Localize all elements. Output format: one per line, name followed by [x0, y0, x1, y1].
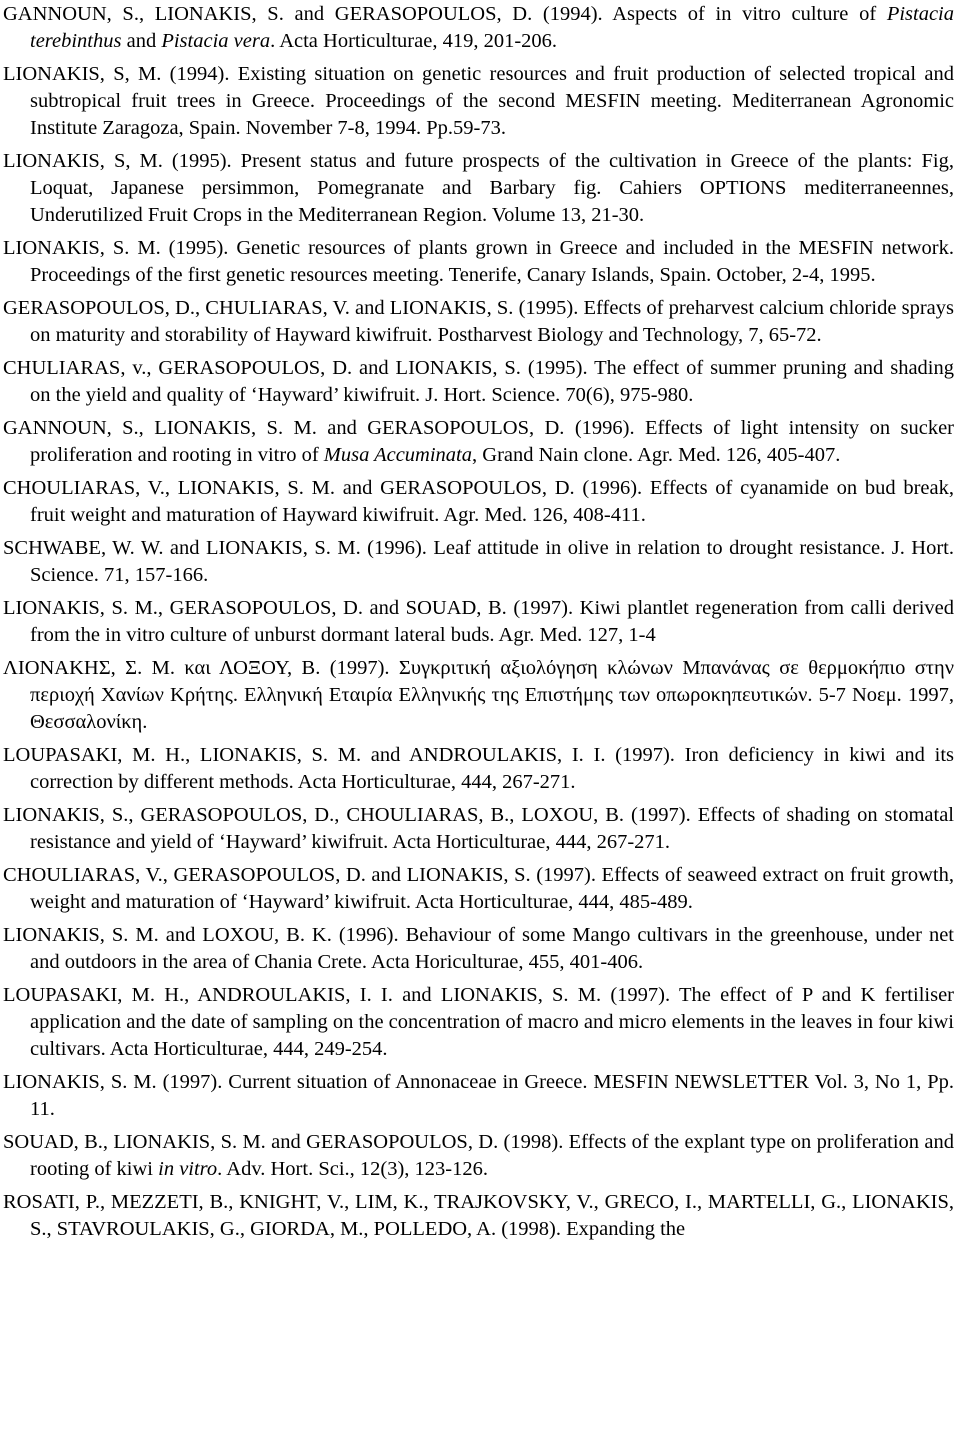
reference-text: ROSATI, P., MEZZETI, B., KNIGHT, V., LIM, K., TRAJKOVSKY, V., GRECO, I., MARTELLI, G., LIONAKIS, S., STAVROULAKIS, G., GIORDA, M., POLLEDO, A. (1998). Expanding the [3, 1191, 954, 1240]
reference-entry [3, 802, 954, 856]
reference-species-italic: Musa Accuminata [323, 444, 473, 466]
reference-entry [3, 922, 954, 976]
reference-text: LOUPASAKI, M. H., LIONAKIS, S. M. and ANDROULAKIS, I. I. (1997). Iron deficiency in kiwi and its correction by different methods. Acta Horticulturae, 444, 267-271. [3, 744, 954, 793]
reference-entry [3, 595, 954, 649]
reference-text: . Adv. Hort. Sci., 12(3), 123-126. [217, 1158, 489, 1180]
reference-entry [3, 415, 954, 469]
reference-entry [3, 982, 954, 1063]
reference-entry [3, 862, 954, 916]
reference-text: GANNOUN, S., LIONAKIS, S. M. and GERASOPOULOS, D. (1996). Effects of light intensity on sucker proliferation and rooting in vitro of [3, 417, 954, 466]
reference-text: , Grand Nain clone. Agr. Med. 126, 405-407. [472, 444, 841, 466]
reference-text: LOUPASAKI, M. H., ANDROULAKIS, I. I. and LIONAKIS, S. M. (1997). The effect of P and K fertiliser application and the date of sampling on the concentration of macro and micro elements in the leaves in four kiwi cultivars. Acta Horticulturae, 444, 249-254. [3, 984, 954, 1060]
reference-text: LIONAKIS, S, M. (1994). Existing situation on genetic resources and fruit production of selected tropical and subtropical fruit trees in Greece. Proceedings of the second MESFIN meeting. Mediterranean Agronomic Institute Zaragoza, Spain. November 7-8, 1994. Pp.59-73. [3, 63, 954, 139]
reference-text: SCHWABE, W. W. and LIONAKIS, S. M. (1996). Leaf attitude in olive in relation to drought resistance. J. Hort. Science. 71, 157-166. [3, 537, 954, 586]
reference-species-italic: in vitro [158, 1158, 218, 1180]
reference-entry [3, 1189, 954, 1243]
reference-text: GERASOPOULOS, D., CHULIARAS, V. and LIONAKIS, S. (1995). Effects of preharvest calcium chloride sprays on maturity and storability of Hayward kiwifruit. Postharvest Biology and Technology, 7, 65-72. [3, 297, 954, 346]
reference-text: LIONAKIS, S. M. and LOXOU, B. K. (1996). Behaviour of some Mango cultivars in the greenhouse, under net and outdoors in the area of Chania Crete. Acta Horiculturae, 455, 401-406. [3, 924, 954, 973]
reference-text: CHOULIARAS, V., GERASOPOULOS, D. and LIONAKIS, S. (1997). Effects of seaweed extract on fruit growth, weight and maturation of ‘Hayward’ kiwifruit. Acta Horticulturae, 444, 485-489. [3, 864, 954, 913]
reference-entry [3, 295, 954, 349]
reference-list [3, 1, 954, 1243]
reference-text: . Acta Horticulturae, 419, 201-206. [270, 30, 558, 52]
reference-text: CHULIARAS, v., GERASOPOULOS, D. and LIONAKIS, S. (1995). The effect of summer pruning and shading on the yield and quality of ‘Hayward’ kiwifruit. J. Hort. Science. 70(6), 975-980. [3, 357, 954, 406]
reference-text: LIONAKIS, S. M. (1997). Current situation of Annonaceae in Greece. MESFIN NEWSLETTER Vol. 3, No 1, Pp. 11. [3, 1071, 954, 1120]
reference-text: ΛΙΟΝΑΚΗΣ, Σ. Μ. και ΛΟΞΟΥ, Β. (1997). Συγκριτική αξιολόγηση κλώνων Μπανάνας σε θερμοκήπιο στην περιοχή Χανίων Κρήτης. Ελληνική Εταιρία Ελληνικής της Επιστήμης των οπωροκηπευτικών. 5-7 Νοεμ. 1997, Θεσσαλονίκη. [3, 657, 954, 733]
reference-text: and [121, 30, 162, 52]
reference-entry [3, 1129, 954, 1183]
reference-entry [3, 742, 954, 796]
reference-entry [3, 1069, 954, 1123]
reference-text: LIONAKIS, S, M. (1995). Present status and future prospects of the cultivation in Greece of the plants: Fig, Loquat, Japanese persimmon, Pomegranate and Barbary fig. Cahiers OPTIONS mediterraneennes, Underutilized Fruit Crops in the Mediterranean Region. Volume 13, 21-30. [3, 150, 954, 226]
reference-entry [3, 61, 954, 142]
reference-text: GANNOUN, S., LIONAKIS, S. and GERASOPOULOS, D. (1994). Aspects of in vitro culture of [3, 3, 887, 25]
reference-species-italic: Pistacia vera [161, 30, 271, 52]
reference-entry [3, 235, 954, 289]
reference-entry [3, 355, 954, 409]
reference-text: SOUAD, B., LIONAKIS, S. M. and GERASOPOULOS, D. (1998). Effects of the explant type on proliferation and rooting of kiwi [3, 1131, 954, 1180]
reference-entry [3, 1, 954, 55]
reference-entry [3, 655, 954, 736]
reference-text: LIONAKIS, S. M. (1995). Genetic resources of plants grown in Greece and included in the MESFIN network. Proceedings of the first genetic resources meeting. Tenerife, Canary Islands, Spain. October, 2-4, 1995. [3, 237, 954, 286]
reference-species-italic: Pistacia terebinthus [30, 3, 954, 52]
reference-text: LIONAKIS, S. M., GERASOPOULOS, D. and SOUAD, B. (1997). Kiwi plantlet regeneration from calli derived from the in vitro culture of unburst dormant lateral buds. Agr. Med. 127, 1-4 [3, 597, 954, 646]
reference-text: LIONAKIS, S., GERASOPOULOS, D., CHOULIARAS, B., LOXOU, B. (1997). Effects of shading on stomatal resistance and yield of ‘Hayward’ kiwifruit. Acta Horticulturae, 444, 267-271. [3, 804, 954, 853]
reference-entry [3, 475, 954, 529]
reference-text: CHOULIARAS, V., LIONAKIS, S. M. and GERASOPOULOS, D. (1996). Effects of cyanamide on bud break, fruit weight and maturation of Hayward kiwifruit. Agr. Med. 126, 408-411. [3, 477, 954, 526]
reference-entry [3, 148, 954, 229]
reference-entry [3, 535, 954, 589]
